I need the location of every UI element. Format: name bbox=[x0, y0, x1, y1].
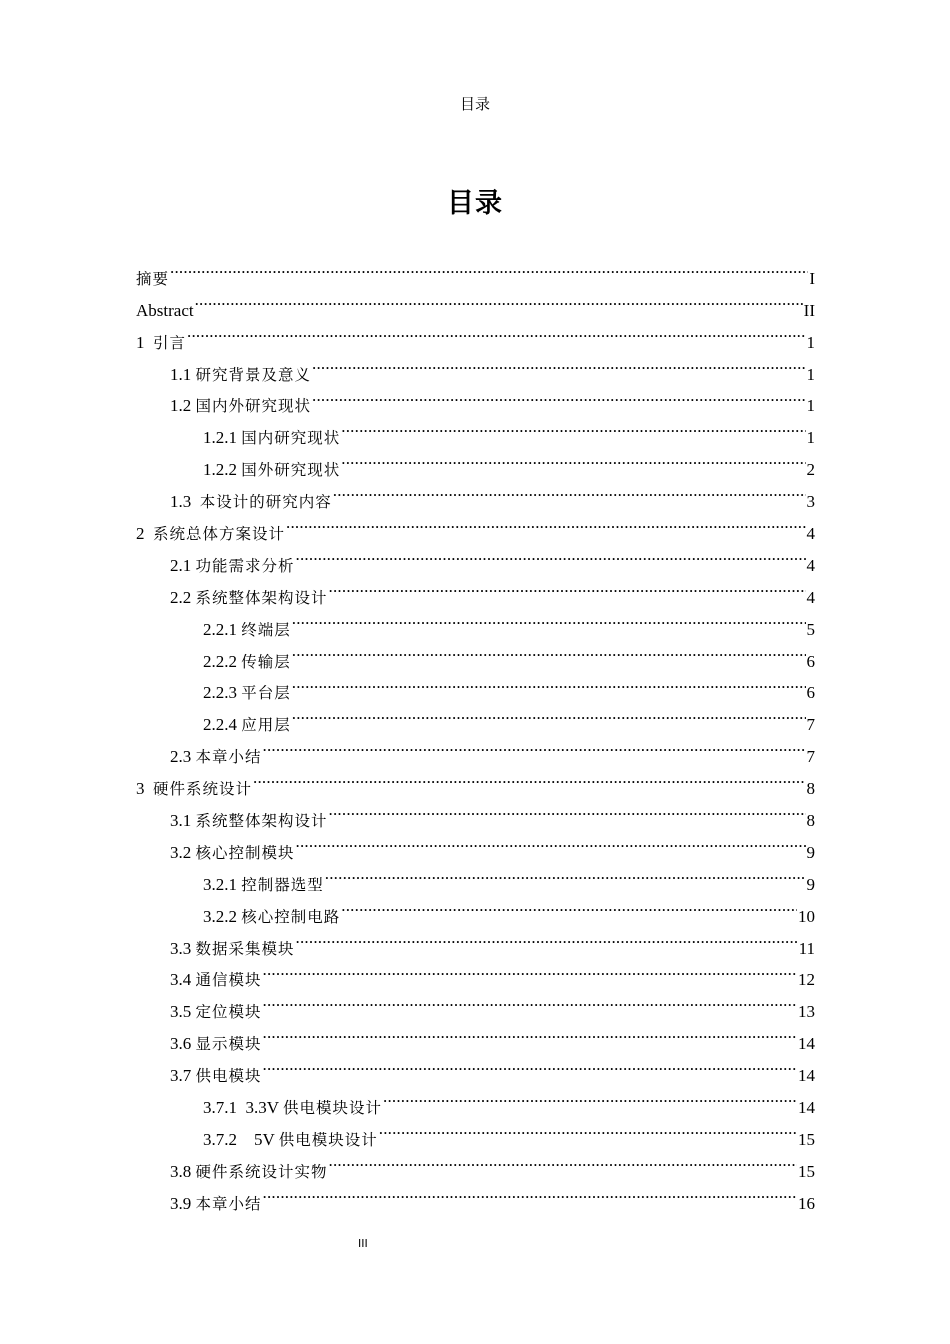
toc-entry-page: 4 bbox=[806, 524, 815, 544]
toc-entry-number: 1.2 bbox=[170, 396, 196, 416]
toc-entry-page: 9 bbox=[806, 842, 815, 862]
toc-leader-dots bbox=[170, 252, 808, 284]
toc-entry-page: 5 bbox=[806, 619, 815, 639]
toc-entry-label bbox=[203, 614, 291, 647]
toc-entry-text: 本章小结 bbox=[195, 1194, 262, 1213]
running-header: 目录 bbox=[459, 95, 490, 113]
toc-entry-label bbox=[170, 1060, 262, 1093]
footer-page-number: III bbox=[358, 1237, 368, 1250]
toc-entry-label bbox=[170, 741, 262, 774]
toc-entry-text: 系统整体架构设计 bbox=[195, 588, 328, 607]
toc-entry-text: 系统整体架构设计 bbox=[195, 812, 328, 831]
toc-entry-text: 核心控制电路 bbox=[241, 907, 341, 926]
toc-entry-page: 6 bbox=[806, 683, 815, 703]
toc-entry-number: 3.9 bbox=[170, 1193, 196, 1213]
toc-leader-dots bbox=[292, 698, 806, 730]
toc-entry-text: 硬件系统设计实物 bbox=[195, 1162, 328, 1181]
toc-entry-label bbox=[170, 837, 295, 870]
toc-entry-text: 引言 bbox=[153, 333, 187, 352]
toc-entry-page: 2 bbox=[806, 460, 815, 480]
toc-entry-label bbox=[136, 327, 186, 360]
toc-entry-label bbox=[203, 1092, 382, 1125]
toc-leader-dots bbox=[253, 762, 805, 794]
toc-entry-page: 13 bbox=[798, 1002, 815, 1022]
toc-leader-dots bbox=[187, 316, 805, 348]
toc-entry-number: 1 bbox=[136, 332, 153, 352]
toc-entry-page: 15 bbox=[798, 1161, 815, 1181]
toc-entry-page: 16 bbox=[798, 1193, 815, 1213]
toc-leader-dots bbox=[286, 507, 805, 539]
toc-entry-text: 定位模块 bbox=[195, 1003, 262, 1022]
toc-entry-number: 3.2.2 bbox=[203, 906, 242, 926]
toc-entry-page: 1 bbox=[806, 332, 815, 352]
toc-entry-page: 15 bbox=[798, 1129, 815, 1149]
toc-entry-number: 3.2 bbox=[170, 842, 196, 862]
toc-entry-text: 功能需求分析 bbox=[195, 556, 295, 575]
toc-entry[interactable] bbox=[136, 284, 815, 320]
toc-entry-label bbox=[136, 263, 169, 296]
toc-entry-label bbox=[136, 518, 285, 551]
toc-entry-text: 研究背景及意义 bbox=[195, 365, 312, 384]
toc-entry-label bbox=[136, 295, 194, 327]
toc-leader-dots bbox=[296, 539, 806, 571]
toc-leader-dots bbox=[312, 348, 805, 380]
toc-entry-text: 应用层 bbox=[241, 716, 291, 735]
toc-entry-number: 3.2.1 bbox=[203, 874, 242, 894]
toc-entry-number: 1.1 bbox=[170, 364, 196, 384]
toc-entry-page: 14 bbox=[798, 1098, 815, 1118]
toc-entry-number: 3 bbox=[136, 779, 153, 799]
toc-entry-number: 2.3 bbox=[170, 747, 196, 767]
toc-entry-label bbox=[170, 964, 262, 997]
toc-entry-number: 3.7.2 5V bbox=[203, 1129, 279, 1149]
toc-leader-dots bbox=[195, 284, 803, 316]
toc-entry-text: 本章小结 bbox=[195, 748, 262, 767]
toc-leader-dots bbox=[296, 922, 798, 954]
toc-entry-page: 12 bbox=[798, 970, 815, 990]
toc-entry-label bbox=[170, 1028, 262, 1061]
toc-entry-text: 控制器选型 bbox=[241, 875, 324, 894]
toc-leader-dots bbox=[296, 826, 806, 858]
toc-entry-text: 供电模块设计 bbox=[278, 1130, 378, 1149]
toc-entry-text: 系统总体方案设计 bbox=[153, 525, 286, 544]
toc-entry-page: 14 bbox=[798, 1034, 815, 1054]
toc-entry-page: 7 bbox=[806, 715, 815, 735]
toc-entry-page: 1 bbox=[806, 396, 815, 416]
toc-entry-page: 11 bbox=[798, 938, 815, 958]
toc-leader-dots bbox=[329, 1145, 797, 1177]
toc-entry-number: 2.2.3 bbox=[203, 683, 242, 703]
toc-entry-page: 7 bbox=[806, 747, 815, 767]
toc-entry-text: 本设计的研究内容 bbox=[199, 493, 332, 512]
toc-entry-text: 核心控制模块 bbox=[195, 843, 295, 862]
toc-leader-dots bbox=[383, 1081, 797, 1113]
toc-entry-label bbox=[170, 1188, 262, 1221]
toc-entry-page: 4 bbox=[806, 555, 815, 575]
toc-entry-label bbox=[170, 390, 311, 423]
toc-entry-number: 2.2.2 bbox=[203, 651, 242, 671]
toc-entry-text: 硬件系统设计 bbox=[153, 780, 253, 799]
toc-leader-dots bbox=[341, 411, 805, 443]
toc-entry-text: 国内研究现状 bbox=[241, 429, 341, 448]
toc-entry-text: 国外研究现状 bbox=[241, 461, 341, 480]
toc-entry-page: 9 bbox=[806, 874, 815, 894]
toc-entry[interactable] bbox=[136, 252, 815, 288]
table-of-contents bbox=[136, 252, 815, 1213]
toc-entry-label bbox=[170, 359, 311, 392]
toc-entry-text: 供电模块 bbox=[195, 1067, 262, 1086]
toc-entry-number: 3.3 bbox=[170, 938, 196, 958]
toc-entry-number: 3.1 bbox=[170, 811, 196, 831]
toc-leader-dots bbox=[325, 858, 806, 890]
toc-entry-number: 1.2.1 bbox=[203, 428, 242, 448]
toc-entry-number: 2.2 bbox=[170, 587, 196, 607]
toc-leader-dots bbox=[292, 603, 806, 635]
toc-entry-page: II bbox=[803, 300, 815, 320]
toc-entry-page: 14 bbox=[798, 1066, 815, 1086]
toc-entry-label bbox=[203, 422, 340, 455]
toc-entry-number: 1.3 bbox=[170, 492, 200, 512]
toc-entry-page: 6 bbox=[806, 651, 815, 671]
toc-entry-number: 1.2.2 bbox=[203, 460, 242, 480]
toc-leader-dots bbox=[312, 380, 805, 412]
toc-leader-dots bbox=[263, 730, 806, 762]
toc-entry-page: 1 bbox=[806, 364, 815, 384]
toc-leader-dots bbox=[379, 1113, 797, 1145]
toc-leader-dots bbox=[329, 571, 806, 603]
toc-entry-number: 2.1 bbox=[170, 555, 196, 575]
toc-entry-label bbox=[203, 677, 291, 710]
toc-leader-dots bbox=[263, 1017, 797, 1049]
toc-entry-text: 显示模块 bbox=[195, 1035, 262, 1054]
toc-entry-page: 3 bbox=[806, 492, 815, 512]
toc-entry-text: 通信模块 bbox=[195, 971, 262, 990]
toc-leader-dots bbox=[341, 890, 797, 922]
toc-entry[interactable] bbox=[136, 348, 815, 384]
toc-entry-text: 终端层 bbox=[241, 620, 291, 639]
toc-entry-page: 8 bbox=[806, 779, 815, 799]
toc-entry-number: 3.5 bbox=[170, 1002, 196, 1022]
toc-entry[interactable] bbox=[136, 316, 815, 352]
toc-entry-page: I bbox=[809, 268, 815, 288]
toc-entry-text: Abstract bbox=[136, 300, 194, 320]
toc-entry-number: 3.4 bbox=[170, 970, 196, 990]
toc-entry-page: 10 bbox=[798, 906, 815, 926]
toc-entry-text: 传输层 bbox=[241, 652, 291, 671]
toc-leader-dots bbox=[263, 1177, 797, 1209]
toc-entry-text: 摘要 bbox=[136, 269, 170, 288]
page-title: 目录 bbox=[447, 188, 503, 219]
toc-leader-dots bbox=[263, 954, 797, 986]
toc-entry-text: 供电模块设计 bbox=[282, 1099, 382, 1118]
toc-leader-dots bbox=[292, 635, 806, 667]
toc-entry-text: 数据采集模块 bbox=[195, 939, 295, 958]
toc-entry-number: 2.2.4 bbox=[203, 715, 242, 735]
toc-entry-label bbox=[136, 773, 252, 806]
toc-entry-number: 2.2.1 bbox=[203, 619, 242, 639]
toc-entry-number: 3.6 bbox=[170, 1034, 196, 1054]
toc-entry-number: 2 bbox=[136, 524, 153, 544]
toc-entry-number: 3.7 bbox=[170, 1066, 196, 1086]
toc-entry-label bbox=[203, 869, 324, 902]
toc-entry-text: 国内外研究现状 bbox=[195, 397, 312, 416]
toc-entry-page: 1 bbox=[806, 428, 815, 448]
toc-leader-dots bbox=[329, 794, 806, 826]
toc-entry-page: 8 bbox=[806, 811, 815, 831]
toc-entry-label bbox=[203, 454, 340, 487]
toc-entry-number: 3.7.1 3.3V bbox=[203, 1098, 283, 1118]
toc-entry-text: 平台层 bbox=[241, 684, 291, 703]
toc-entry-label bbox=[170, 550, 295, 583]
toc-leader-dots bbox=[292, 667, 806, 699]
toc-leader-dots bbox=[333, 475, 806, 507]
toc-leader-dots bbox=[341, 443, 805, 475]
toc-entry-label bbox=[170, 996, 262, 1029]
toc-entry-label bbox=[203, 646, 291, 679]
toc-entry-number: 3.8 bbox=[170, 1161, 196, 1181]
toc-entry-page: 4 bbox=[806, 587, 815, 607]
toc-leader-dots bbox=[263, 985, 797, 1017]
toc-leader-dots bbox=[263, 1049, 797, 1081]
